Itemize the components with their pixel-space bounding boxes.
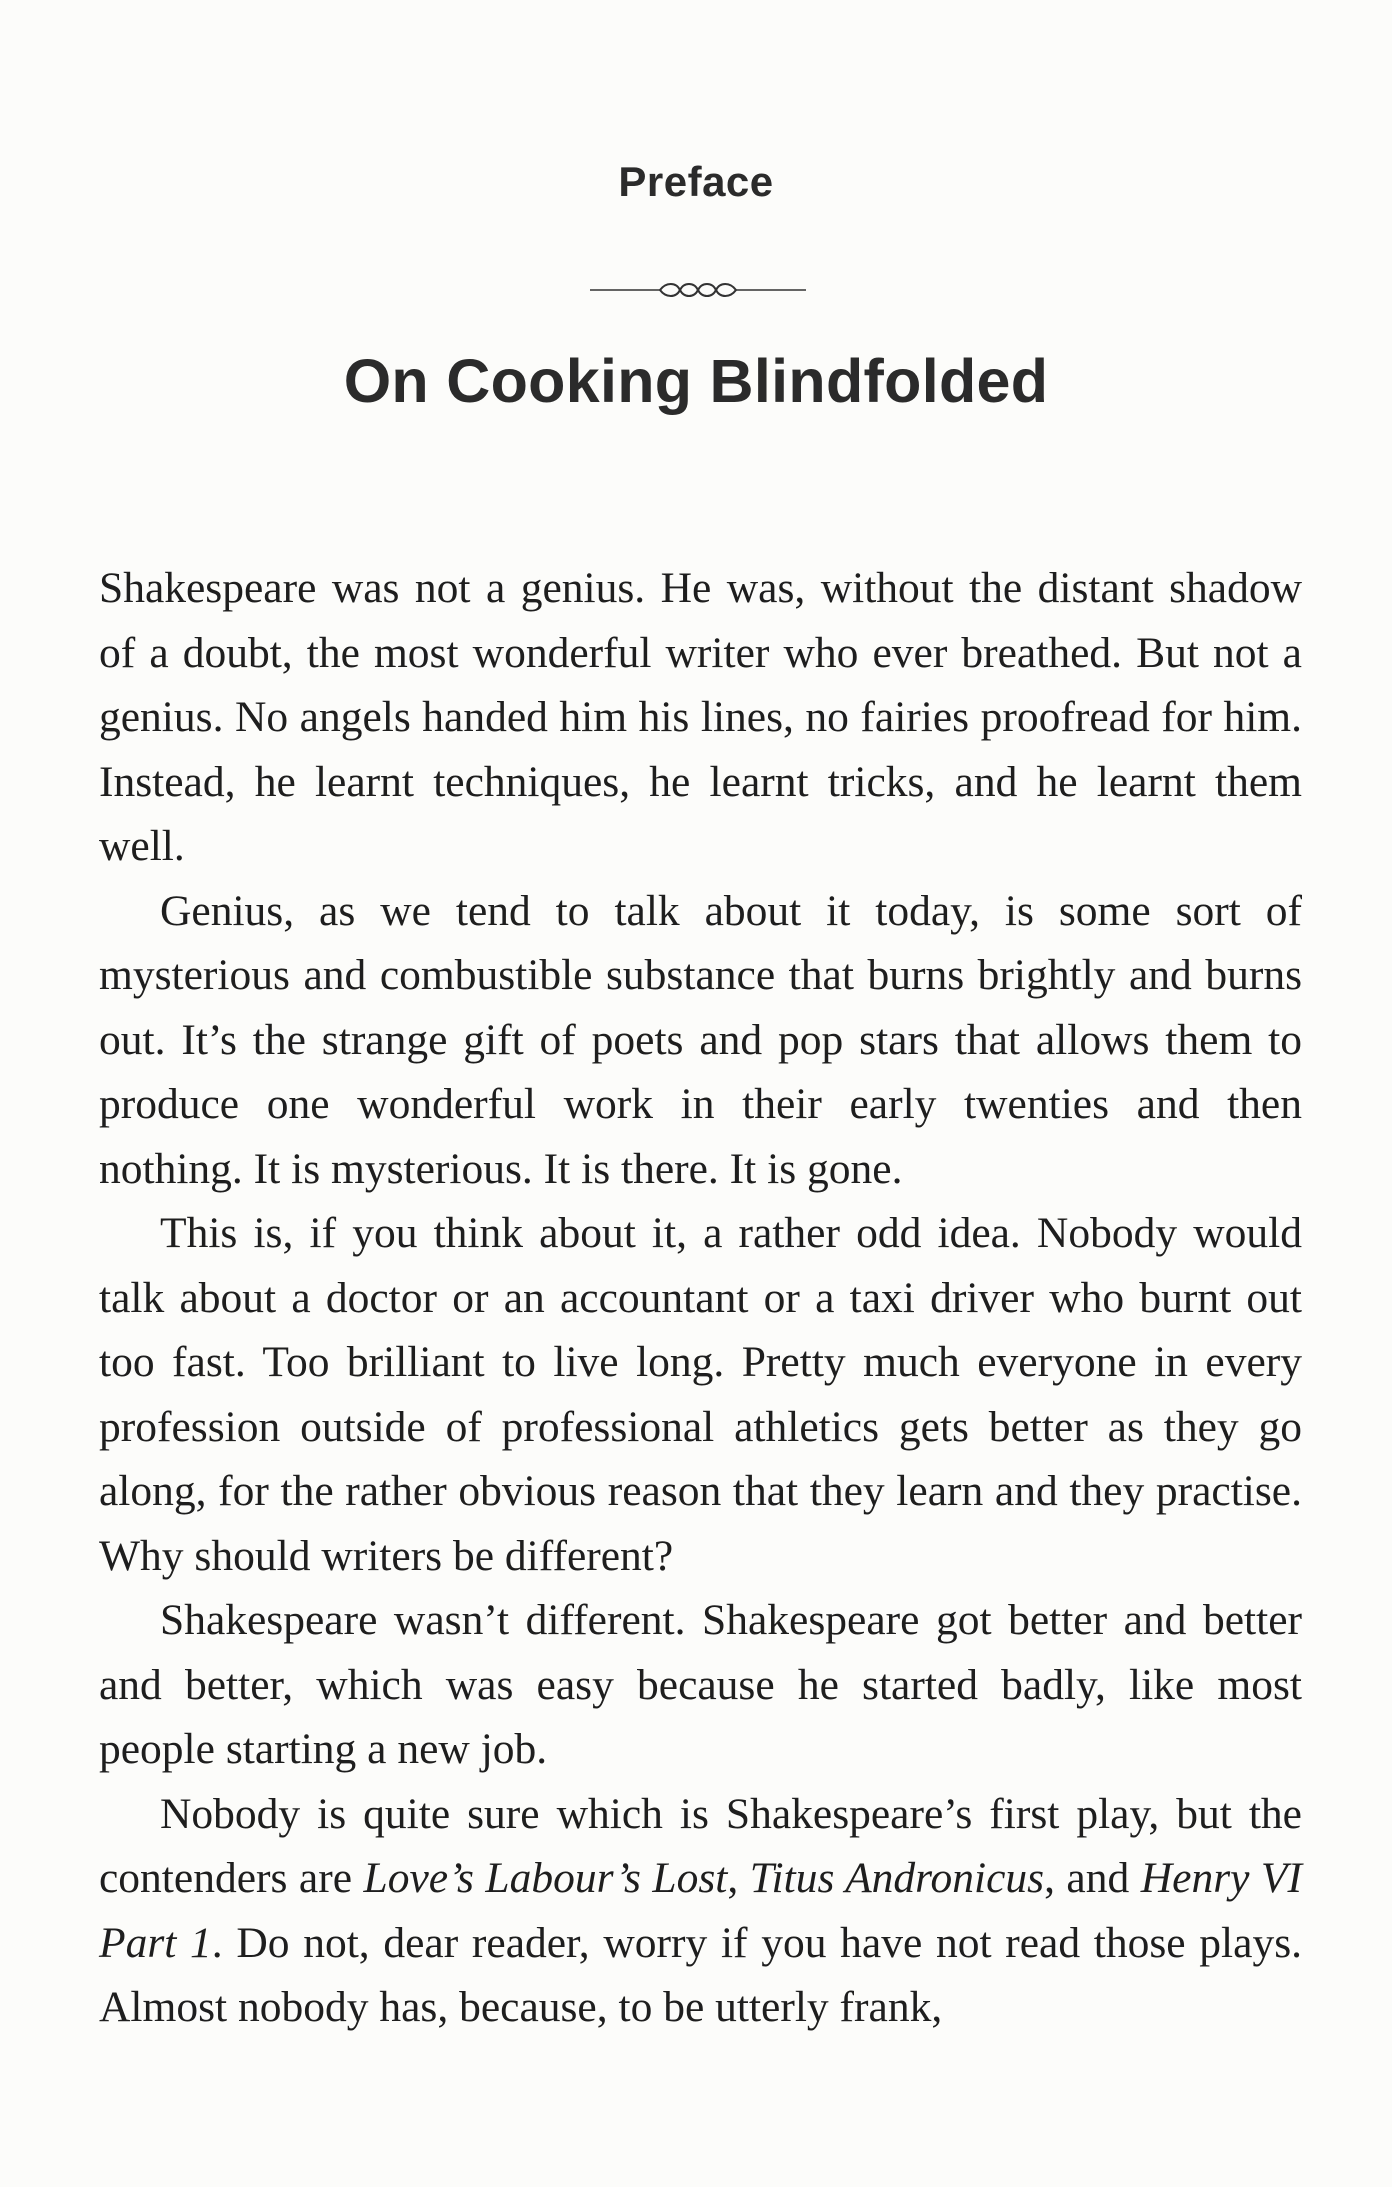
paragraph: This is, if you think about it, a rather odd idea. Nobody would talk about a doctor or an accountant or a taxi driver who burnt out too fast. Too brilliant to live long. Pretty much everyone in every profession outside of professional athletics gets better as they go along, for the rather obvious reason that they learn and they practise. Why should writers be different? [99, 1209, 1302, 1580]
paragraph-text: , [727, 1854, 750, 1902]
chapter-title: On Cooking Blindfolded [343, 347, 1049, 415]
paragraph: Shakespeare wasn’t different. Shakespeare got better and better and better, which was easy because he started badly, like most people starting a new job. [99, 1596, 1302, 1773]
paragraph: Shakespeare was not a genius. He was, without the distant shadow of a doubt, the most wonderful writer who ever breathed. But not a genius. No angels handed him his lines, no fairies proofread for him. Instead, he learnt techniques, he learnt tricks, and he learnt them well. [99, 564, 1302, 870]
paragraph [99, 1782, 1302, 2040]
play-title: Love’s Labour’s Lost [363, 1854, 728, 1902]
paragraph: Genius, as we tend to talk about it today, is some sort of mysterious and combustible substance that burns brightly and burns out. It’s the strange gift of poets and pop stars that allows them to produce one wonderful work in their early twenties and then nothing. It is mysterious. It is there. It is gone. [99, 886, 1302, 1193]
play-title: Henry VI Part 1 [99, 1854, 1302, 1967]
chapter-label: Preface [618, 158, 774, 205]
paragraph-text: Nobody is quite sure which is Shakespeare’s first play, but the contenders are [99, 1789, 1302, 1902]
flourish-ornament-icon [590, 278, 806, 302]
paragraph-text: , and [1044, 1854, 1141, 1902]
paragraph-text: . Do not, dear reader, worry if you have not read those plays. Almost nobody has, because, to be utterly frank, [99, 1918, 1302, 2031]
play-title: Titus Andronicus [749, 1854, 1045, 1902]
body-text [99, 556, 1302, 2040]
